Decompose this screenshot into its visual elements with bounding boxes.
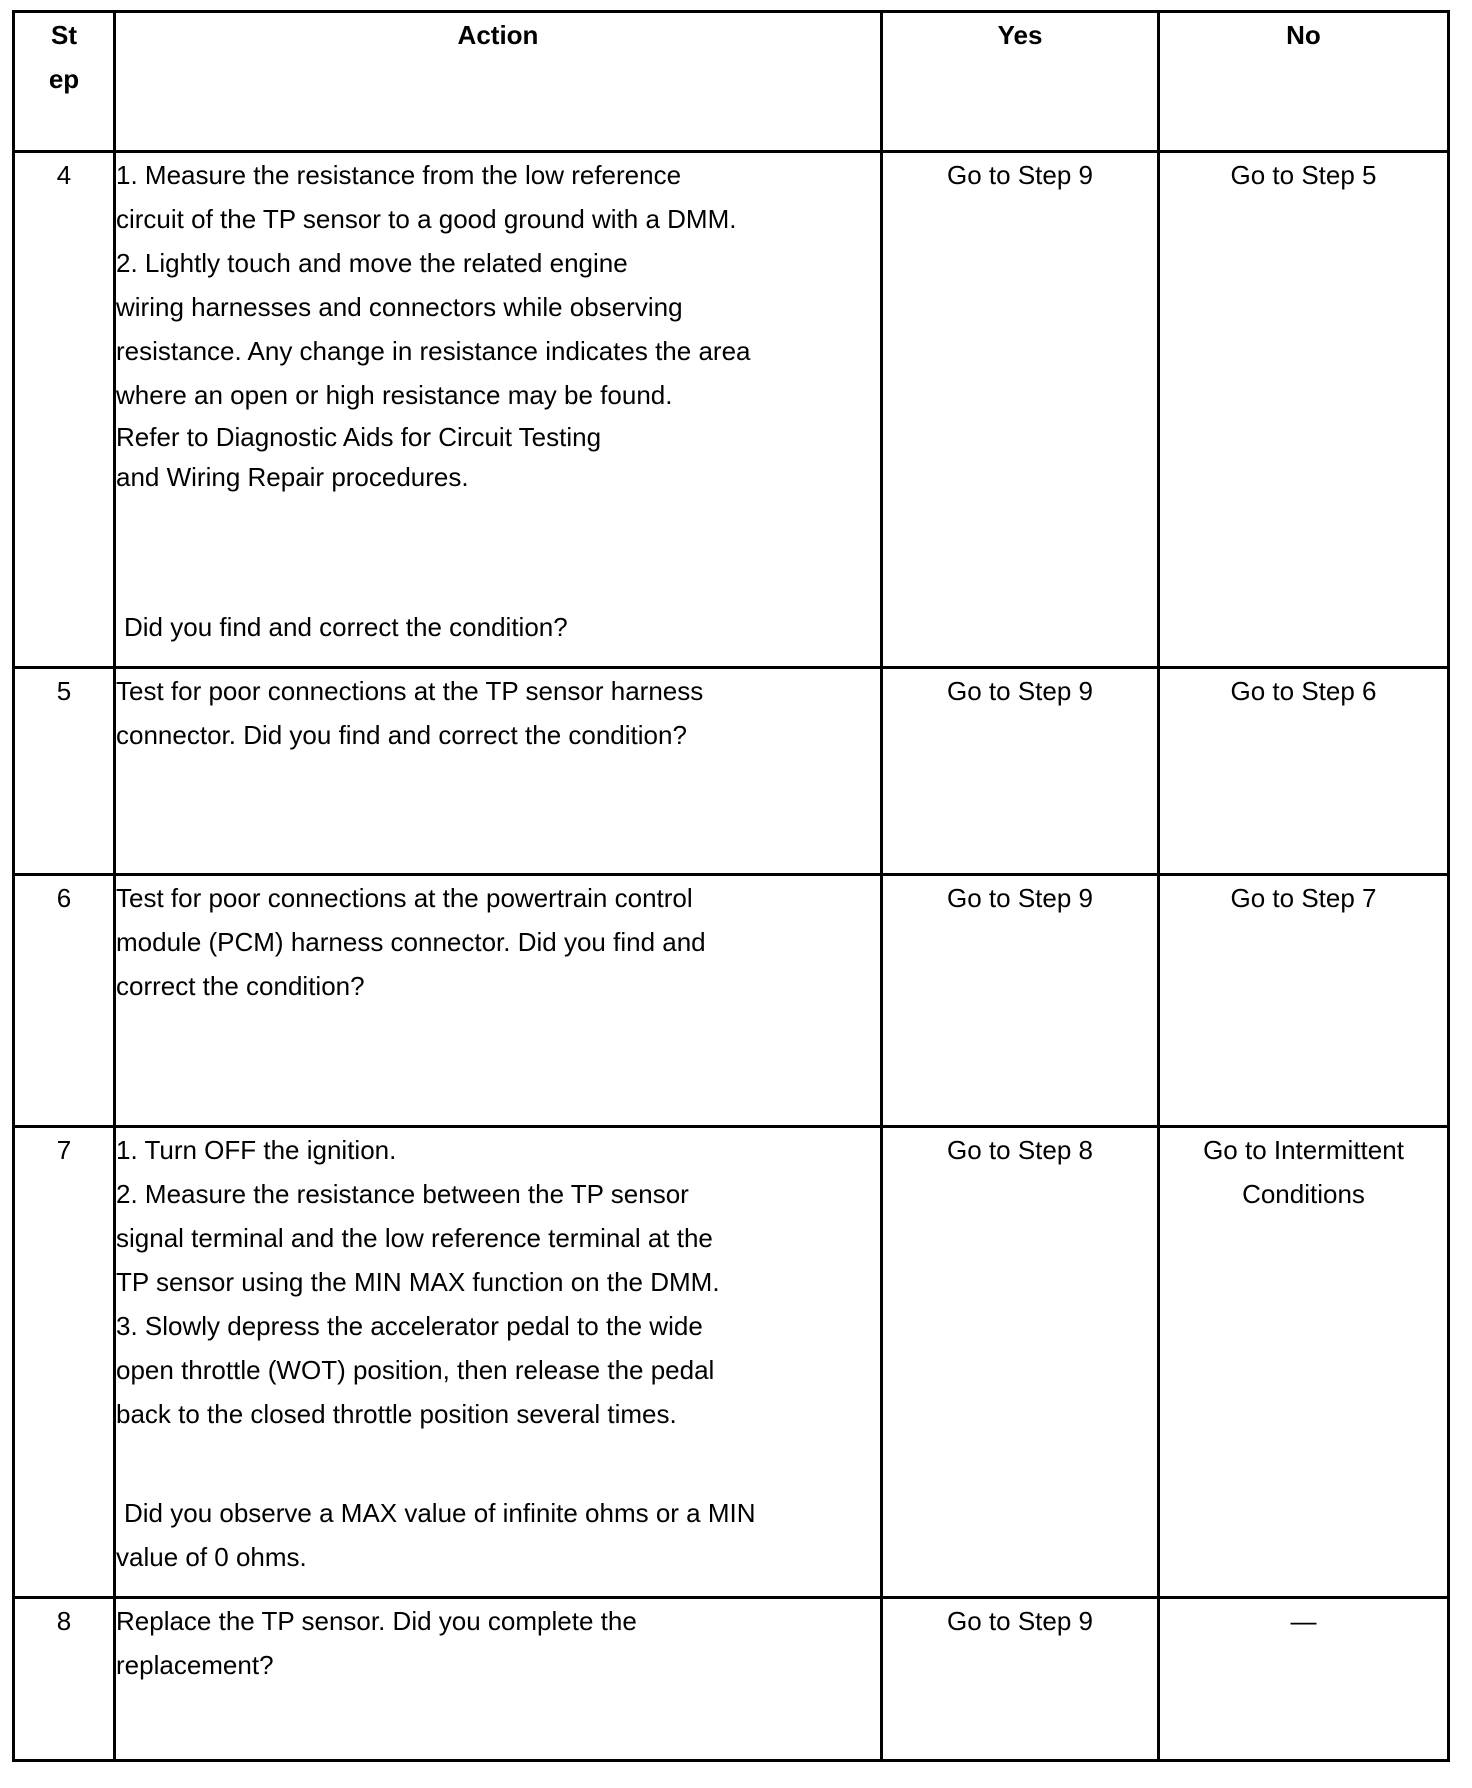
action-line: connector. Did you find and correct the condition? bbox=[116, 720, 687, 750]
table-row bbox=[14, 875, 1449, 1127]
table-row bbox=[14, 1127, 1449, 1598]
header-row bbox=[14, 12, 1449, 152]
yes-result: Go to Step 9 bbox=[882, 152, 1159, 668]
table-row bbox=[14, 668, 1449, 875]
action-cell bbox=[115, 1598, 882, 1761]
action-line: resistance. Any change in resistance indicates the area bbox=[116, 336, 751, 366]
action-line: correct the condition? bbox=[116, 971, 365, 1001]
action-question: Did you find and correct the condition? bbox=[124, 612, 568, 642]
action-line: module (PCM) harness connector. Did you find and bbox=[116, 927, 706, 957]
action-line: circuit of the TP sensor to a good ground with a DMM. bbox=[116, 204, 737, 234]
yes-result: Go to Step 9 bbox=[882, 875, 1159, 1127]
no-result: — bbox=[1159, 1598, 1449, 1761]
no-result-line: Go to Intermittent bbox=[1203, 1135, 1404, 1165]
table-row bbox=[14, 152, 1449, 668]
yes-result: Go to Step 9 bbox=[882, 668, 1159, 875]
action-line: Test for poor connections at the powertrain control bbox=[116, 883, 693, 913]
step-number: 4 bbox=[14, 152, 115, 668]
action-line: Test for poor connections at the TP sensor harness bbox=[116, 676, 704, 706]
action-line: and Wiring Repair procedures. bbox=[116, 462, 469, 492]
action-line: 1. Turn OFF the ignition. bbox=[116, 1135, 397, 1165]
action-line: Refer to Diagnostic Aids for Circuit Testing bbox=[116, 422, 602, 452]
action-line: wiring harnesses and connectors while observing bbox=[116, 292, 683, 322]
table-row bbox=[14, 1598, 1449, 1761]
action-question: Did you observe a MAX value of infinite ohms or a MIN bbox=[124, 1498, 756, 1528]
action-line: 3. Slowly depress the accelerator pedal to the wide bbox=[116, 1311, 703, 1341]
action-line: back to the closed throttle position several times. bbox=[116, 1399, 677, 1429]
yes-result: Go to Step 8 bbox=[882, 1127, 1159, 1598]
action-line: signal terminal and the low reference terminal at the bbox=[116, 1223, 713, 1253]
no-result: Go to Step 7 bbox=[1159, 875, 1449, 1127]
step-number: 6 bbox=[14, 875, 115, 1127]
action-cell bbox=[115, 668, 882, 875]
yes-result: Go to Step 9 bbox=[882, 1598, 1159, 1761]
no-result bbox=[1159, 1127, 1449, 1598]
action-line: TP sensor using the MIN MAX function on the DMM. bbox=[116, 1267, 720, 1297]
action-line: Replace the TP sensor. Did you complete the bbox=[116, 1606, 637, 1636]
step-number: 8 bbox=[14, 1598, 115, 1761]
action-line: 1. Measure the resistance from the low reference bbox=[116, 160, 682, 190]
yes-column-header: Yes bbox=[882, 12, 1159, 152]
no-result: Go to Step 5 bbox=[1159, 152, 1449, 668]
action-cell bbox=[115, 1127, 882, 1598]
diagnostic-table bbox=[12, 10, 1450, 1762]
action-cell bbox=[115, 152, 882, 668]
action-line: open throttle (WOT) position, then release the pedal bbox=[116, 1355, 715, 1385]
no-result-line: Conditions bbox=[1242, 1179, 1365, 1209]
action-line: replacement? bbox=[116, 1650, 274, 1680]
action-cell bbox=[115, 875, 882, 1127]
step-number: 5 bbox=[14, 668, 115, 875]
no-column-header: No bbox=[1159, 12, 1449, 152]
action-line: where an open or high resistance may be found. bbox=[116, 380, 673, 410]
no-result: Go to Step 6 bbox=[1159, 668, 1449, 875]
step-column-header: St ep bbox=[14, 12, 115, 152]
action-line: 2. Measure the resistance between the TP sensor bbox=[116, 1179, 689, 1209]
step-number: 7 bbox=[14, 1127, 115, 1598]
action-question: value of 0 ohms. bbox=[116, 1542, 307, 1572]
action-line: 2. Lightly touch and move the related engine bbox=[116, 248, 628, 278]
action-column-header: Action bbox=[115, 12, 882, 152]
